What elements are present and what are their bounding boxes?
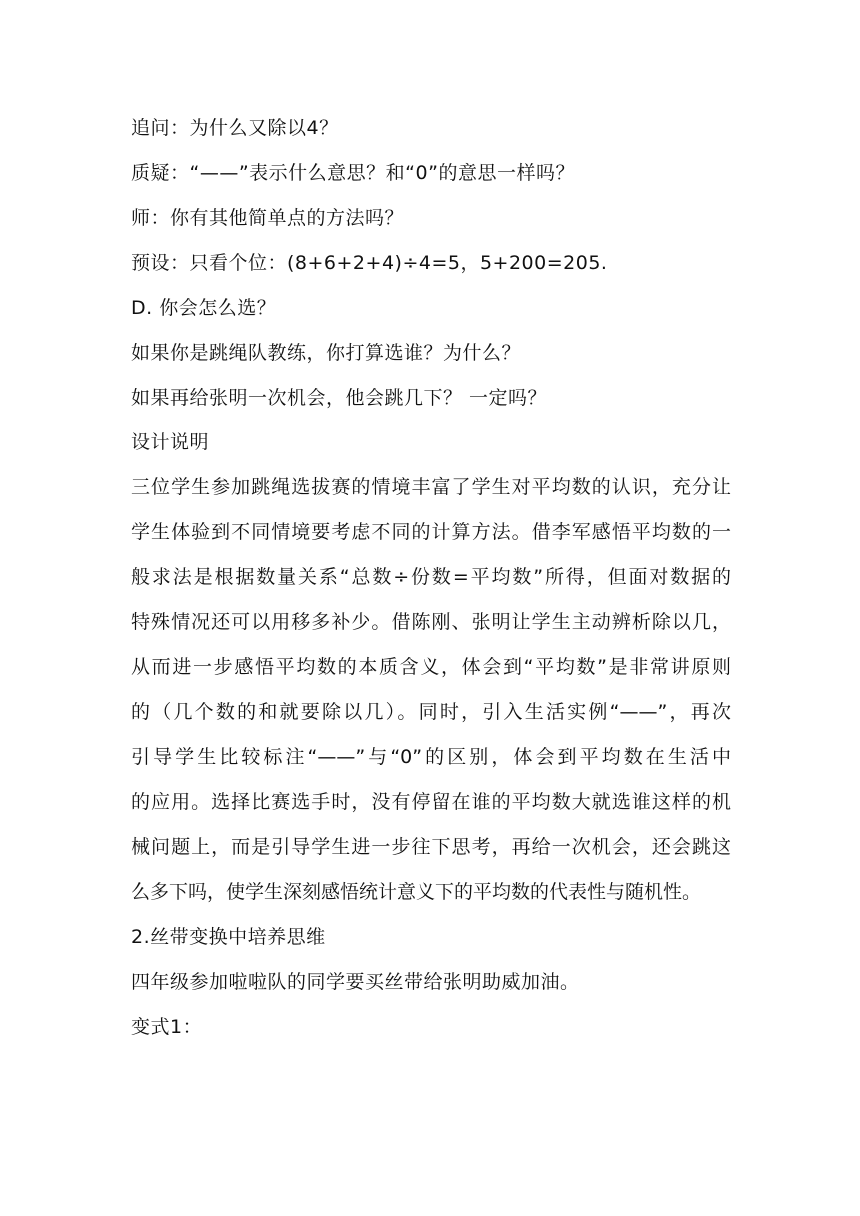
paragraph-line: 学生体验到不同情境要考虑不同的计算方法。借李军感悟平均数的一 [131,521,731,543]
text-line-follow-up-question: 追问：为什么又除以4？ [131,117,339,139]
paragraph-line: 三位学生参加跳绳选拔赛的情境丰富了学生对平均数的认识，充分让 [131,476,731,498]
paragraph-line: 从而进一步感悟平均数的本质含义，体会到“平均数”是非常讲原则 [131,656,731,678]
paragraph-line: 么多下吗，使学生深刻感悟统计意义下的平均数的代表性与随机性。 [131,881,702,903]
paragraph-line: 械问题上，而是引导学生进一步往下思考，再给一次机会，还会跳这 [131,836,731,858]
text-line-coach-question: 如果你是跳绳队教练，你打算选谁？为什么？ [131,342,522,364]
design-notes-heading: 设计说明 [131,431,210,453]
paragraph-line: 引导学生比较标注“——”与“0”的区别，体会到平均数在生活中 [131,746,731,768]
paragraph-line: 的应用。选择比赛选手时，没有停留在谁的平均数大就选谁这样的机 [131,791,731,813]
text-line-query: 质疑：“——”表示什么意思？和“0”的意思一样吗？ [131,162,575,184]
text-line-variant-1: 变式1： [131,1016,203,1038]
text-line-ribbon-intro: 四年级参加啦啦队的同学要买丝带给张明助威加油。 [131,971,580,993]
paragraph-line: 特殊情况还可以用移多补少。借陈刚、张明让学生主动辨析除以几， [131,611,731,633]
text-line-another-chance-question: 如果再给张明一次机会，他会跳几下？ 一定吗？ [131,387,548,409]
text-line-teacher-question: 师：你有其他简单点的方法吗？ [131,207,405,229]
text-line-preset-answer: 预设：只看个位：(8+6+2+4)÷4=5，5+200=205. [131,252,608,274]
text-line-option-d: D. 你会怎么选？ [131,297,277,319]
section-heading: 2.丝带变换中培养思维 [131,926,326,948]
paragraph-line: 的（几个数的和就要除以几）。同时，引入生活实例“——”，再次 [131,701,731,723]
paragraph-line: 般求法是根据数量关系“总数÷份数=平均数”所得，但面对数据的 [131,566,731,588]
